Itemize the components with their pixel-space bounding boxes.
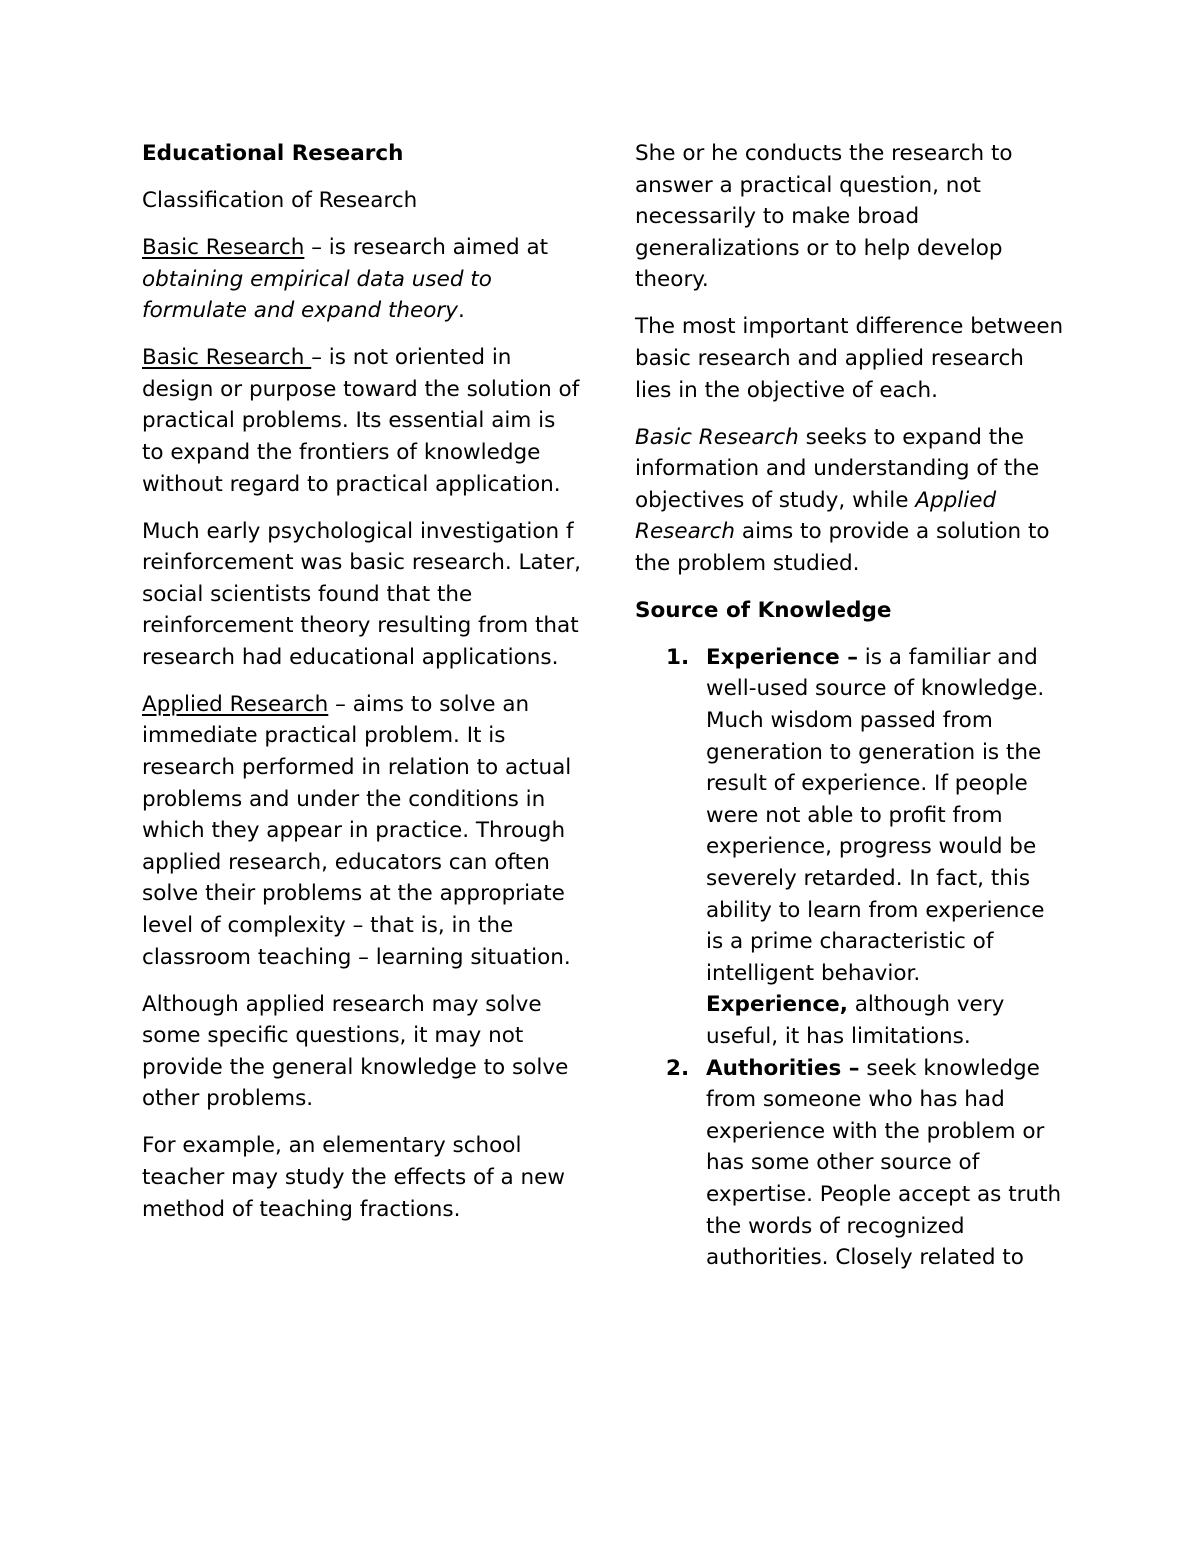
paragraph-important-difference: The most important difference between basic research and applied research lies in the objective of each. <box>635 314 1064 403</box>
list-text: seek knowledge from someone who has had experience with the problem or has some other source of expertise. People accept as truth the words of recognized authorities. Closely related to <box>706 1055 1062 1271</box>
text-segment: – is not oriented in design or purpose toward the solution of practical problems. Its essential aim is to expand the frontiers of knowledge without regard to practical application. <box>142 345 580 497</box>
paragraph-example: For example, an elementary school teacher may study the effects of a new method of teaching fractions. <box>142 1133 565 1222</box>
list-number: 2. <box>666 1055 690 1081</box>
text-segment: aims to provide a solution to the problem studied. <box>635 519 1050 576</box>
list-number: 1. <box>666 644 690 670</box>
emphasis-text: obtaining empirical data used to formulate and expand theory <box>142 266 492 324</box>
section-subtitle: Classification of Research <box>142 187 418 213</box>
paragraph-basic-vs-applied <box>635 422 1065 580</box>
right-column <box>635 138 1065 1274</box>
left-column <box>142 138 582 1241</box>
paragraph-basic-research-orientation <box>142 342 582 500</box>
list-term: Experience – <box>706 644 858 670</box>
text-segment: – aims to solve an immediate practical problem. It is research performed in relation to actual problems and under the conditions in which they appear in practice. Through applied research, educators can often solve their problems at the appropriate level of complexity – that is, in the classroom teaching – learning situation. <box>142 691 572 970</box>
document-title: Educational Research <box>142 141 404 166</box>
term-basic-research: Basic Research <box>142 345 312 371</box>
text-segment: . <box>457 298 465 324</box>
sources-list <box>635 642 1065 1274</box>
term-basic-research: Basic Research <box>142 234 305 260</box>
text-segment: – is research aimed at <box>304 234 549 260</box>
term-applied-research: Applied Research <box>635 487 997 545</box>
section-heading: Source of Knowledge <box>635 597 892 623</box>
emphasis-text: Experience, <box>706 992 848 1018</box>
term-basic-research: Basic Research <box>635 424 799 450</box>
term-applied-research: Applied Research <box>142 691 329 717</box>
list-text: is a familiar and well-used source of knowledge. Much wisdom passed from generation to generation is the result of experience. If people were not able to profit from experience, progress would be severely retarded. In fact, this ability to learn from experience is a prime characteristic of intelligent behavior. <box>706 644 1045 986</box>
paragraph-psychological-investigation: Much early psychological investigation f reinforcement was basic research. Later, social scientists found that the reinforcement theory resulting from that research had educational applications. <box>142 518 582 670</box>
list-term: Authorities – <box>706 1055 860 1081</box>
text-segment: seeks to expand the information and understanding of the objectives of study, while <box>635 424 1040 513</box>
list-item <box>635 642 1065 1053</box>
list-text: although very useful, it has limitations. <box>706 992 1005 1049</box>
paragraph-applied-research-limits: Although applied research may solve some specific questions, it may not provide the general knowledge to solve other problems. <box>142 991 569 1112</box>
paragraph-applied-research-definition <box>142 689 582 973</box>
list-item <box>635 1053 1065 1274</box>
paragraph-basic-research-definition <box>142 232 582 327</box>
paragraph-practical-question: She or he conducts the research to answer a practical question, not necessarily to make broad generalizations or to help develop theory. <box>635 141 1013 293</box>
